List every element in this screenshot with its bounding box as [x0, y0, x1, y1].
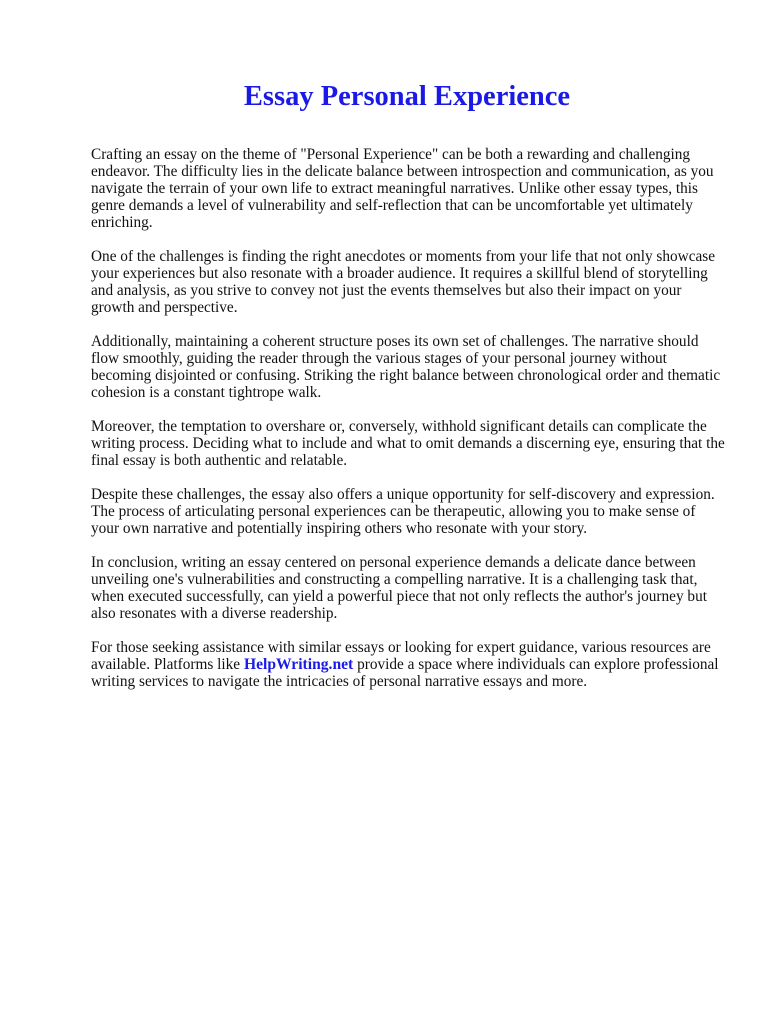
helpwriting-link[interactable]: HelpWriting.net: [243, 656, 354, 673]
paragraph-oversharing: Moreover, the temptation to overshare or, conversely, withhold significant details can complicate the writing process. Deciding what to include and what to omit demands a discerning eye, ensuring that the final essay is both authentic and relatable.: [91, 418, 725, 469]
paragraph-anecdotes: One of the challenges is finding the right anecdotes or moments from your life that not only showcase your experiences but also resonate with a broader audience. It requires a skillful blend of storytelling and analysis, as you strive to convey not just the events themselves but also their impact on your growth and perspective.: [91, 248, 716, 316]
resources-text-after-link: provide a space where individuals can explore professional writing services to navigate the intricacies of personal narrative essays and more.: [91, 656, 719, 690]
paragraph-intro: Crafting an essay on the theme of "Personal Experience" can be both a rewarding and challenging endeavor. The difficulty lies in the delicate balance between introspection and communication, as you navigate the terrain of your own life to extract meaningful narratives. Unlike other essay types, this genre demands a level of vulnerability and self-reflection that can be uncomfortable yet ultimately enriching.: [91, 146, 714, 231]
page-title: Essay Personal Experience: [243, 81, 571, 112]
paragraph-structure: Additionally, maintaining a coherent structure poses its own set of challenges. The narrative should flow smoothly, guiding the reader through the various stages of your personal journey without becoming disjointed or confusing. Striking the right balance between chronological order and thematic cohesion is a constant tightrope walk.: [91, 333, 721, 401]
resources-text-before-link: For those seeking assistance with similar essays or looking for expert guidance, various resources are available. Platforms like: [91, 639, 711, 673]
essay-body: [91, 146, 727, 707]
paragraph-conclusion: In conclusion, writing an essay centered on personal experience demands a delicate dance between unveiling one's vulnerabilities and constructing a compelling narrative. It is a challenging task that, when executed successfully, can yield a powerful piece that not only reflects the author's journey but also resonates with a diverse readership.: [91, 554, 707, 622]
paragraph-resources: [91, 639, 727, 690]
paragraph-self-discovery: Despite these challenges, the essay also offers a unique opportunity for self-discovery and expression. The process of articulating personal experiences can be therapeutic, allowing you to make sense of your own narrative and potentially inspiring others who resonate with your story.: [91, 486, 715, 537]
